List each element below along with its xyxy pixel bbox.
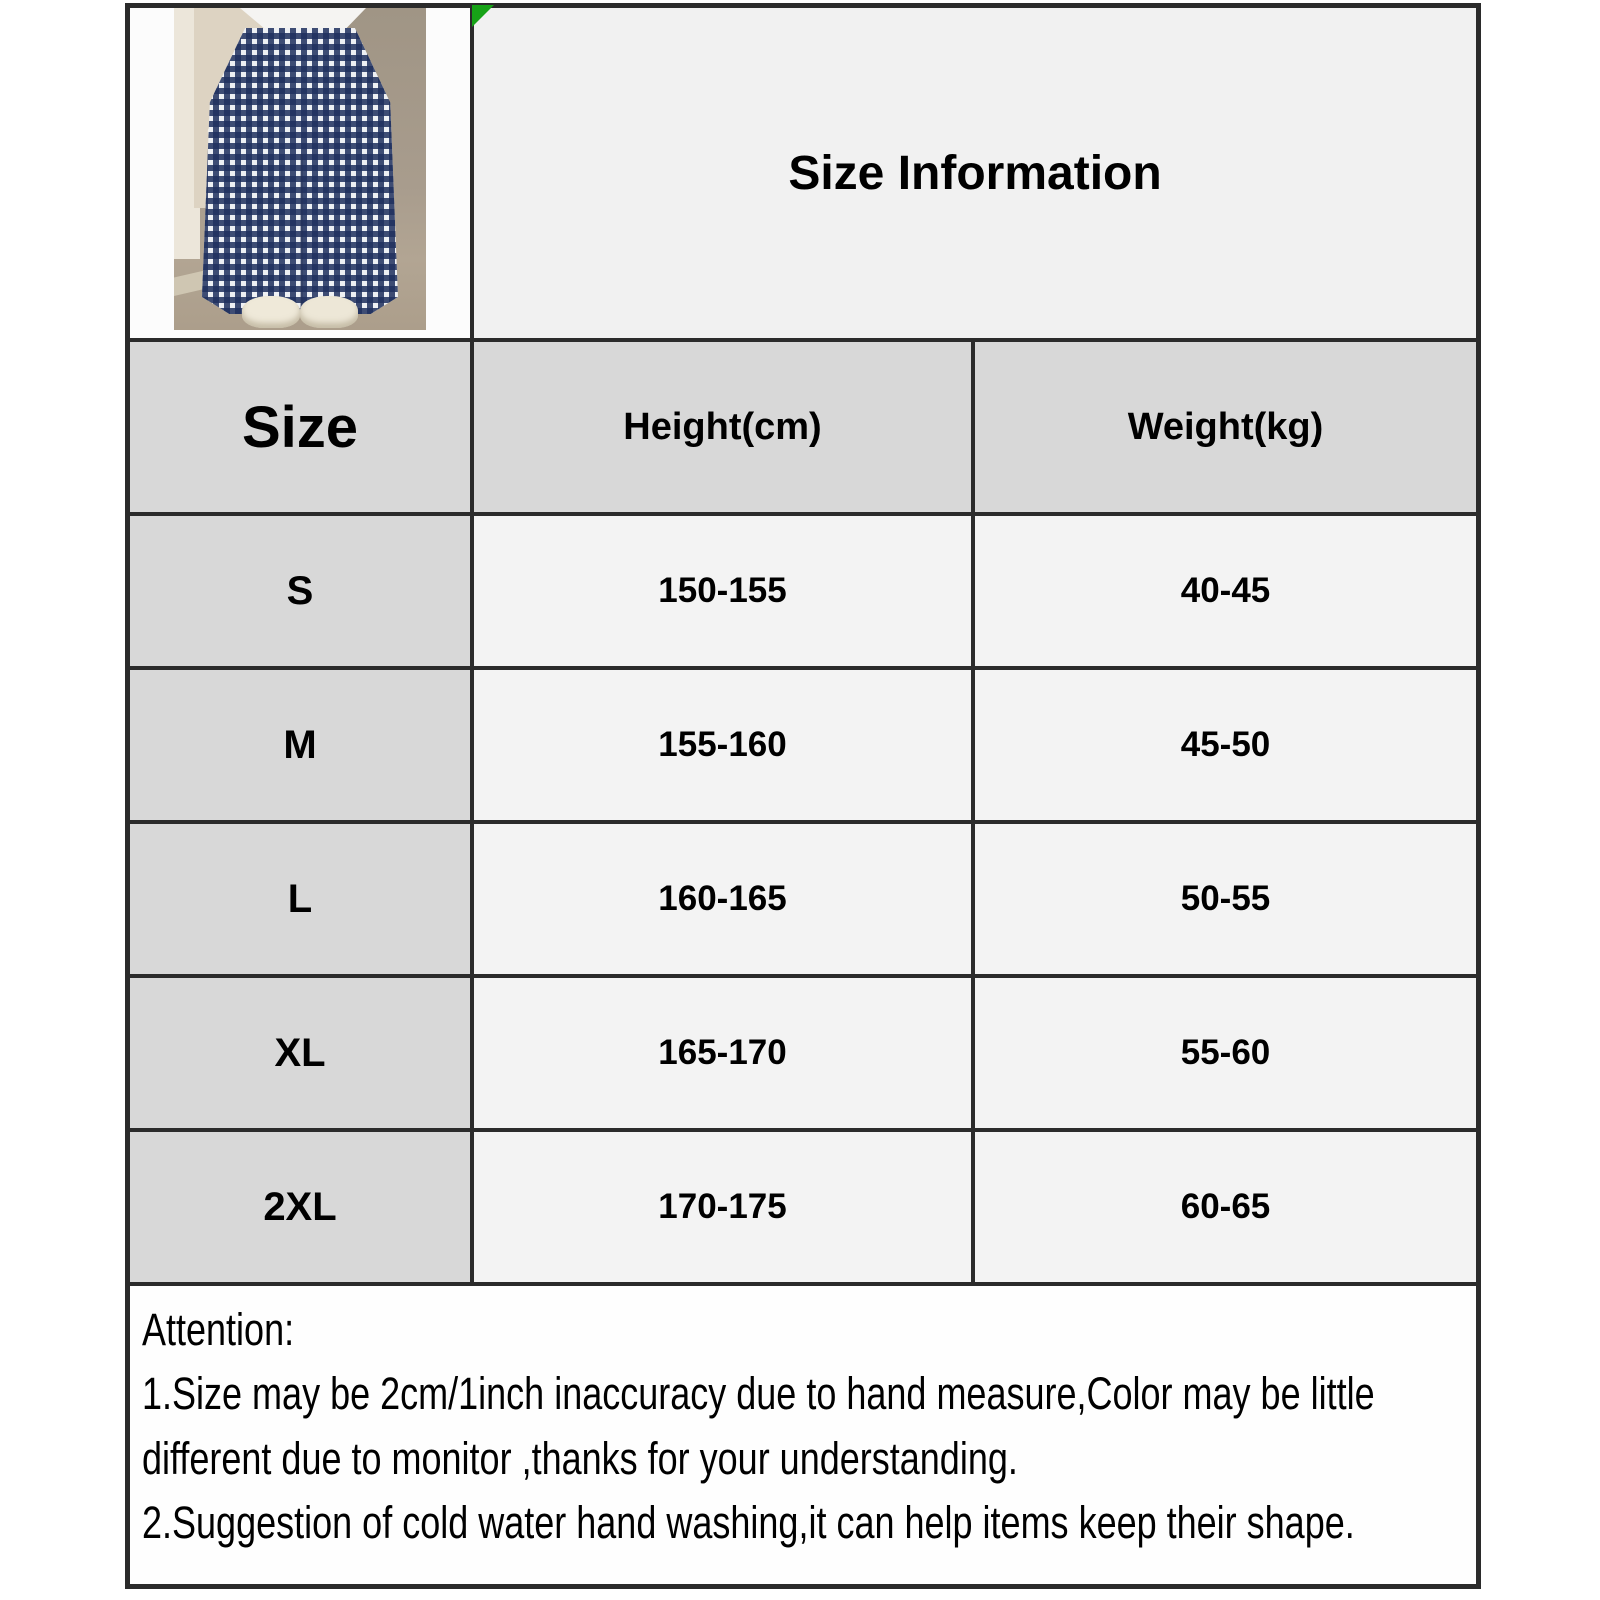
weight-value-m: 45-50 (975, 670, 1476, 820)
page-title: Size Information (788, 146, 1162, 200)
height-value-s: 150-155 (474, 516, 971, 666)
column-header-height: Height(cm) (474, 342, 971, 512)
attention-title: Attention: (142, 1304, 295, 1355)
photo-left-shoe (242, 296, 300, 328)
photo-right-shoe (300, 296, 358, 328)
size-information-header-cell (474, 8, 1476, 338)
row-label-s: S (130, 516, 470, 666)
photo-plaid-pants (202, 28, 398, 314)
product-photo (174, 8, 426, 330)
attention-text-block (142, 1298, 1474, 1555)
product-photo-cell (130, 8, 470, 338)
attention-note-2: 2.Suggestion of cold water hand washing,it can help items keep their shape. (142, 1497, 1355, 1549)
row-label-m: M (130, 670, 470, 820)
column-header-weight: Weight(kg) (975, 342, 1476, 512)
height-value-m: 155-160 (474, 670, 971, 820)
weight-value-2xl: 60-65 (975, 1132, 1476, 1282)
weight-value-xl: 55-60 (975, 978, 1476, 1128)
row-label-2xl: 2XL (130, 1132, 470, 1282)
row-label-l: L (130, 824, 470, 974)
weight-value-s: 40-45 (975, 516, 1476, 666)
attention-note-1: 1.Size may be 2cm/1inch inaccuracy due to hand measure,Color may be little different due to monitor ,thanks for your understanding. (142, 1368, 1375, 1484)
attention-section (130, 1286, 1476, 1584)
height-value-2xl: 170-175 (474, 1132, 971, 1282)
size-table (125, 3, 1481, 1589)
weight-value-l: 50-55 (975, 824, 1476, 974)
height-value-l: 160-165 (474, 824, 971, 974)
row-label-xl: XL (130, 978, 470, 1128)
height-value-xl: 165-170 (474, 978, 971, 1128)
photo-pants-crease (300, 154, 303, 314)
green-corner-flag-icon (472, 5, 494, 27)
column-header-size: Size (130, 342, 470, 512)
